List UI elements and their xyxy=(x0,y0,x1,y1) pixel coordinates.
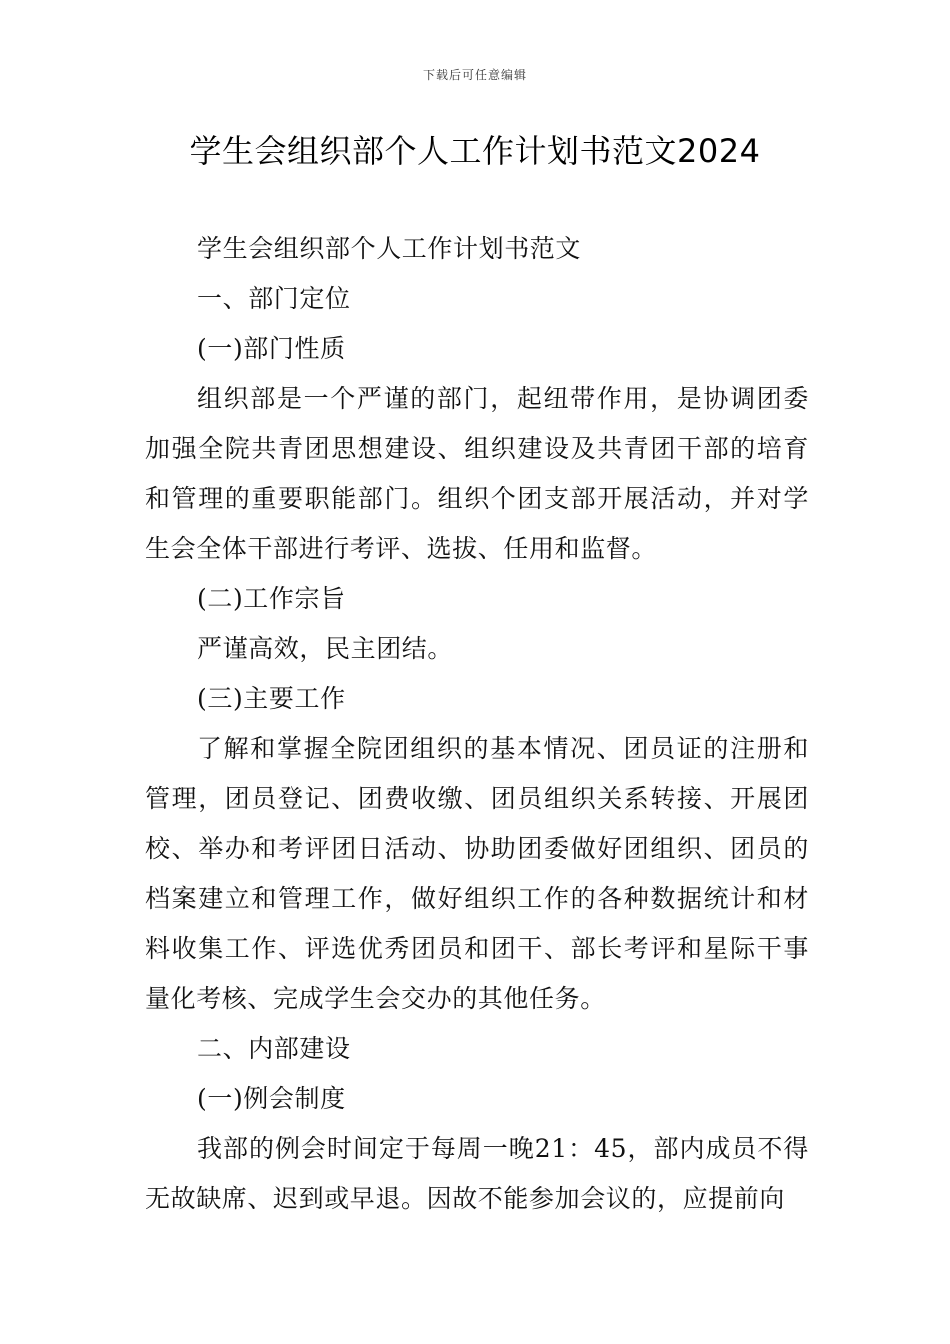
paragraph-meeting-system: 我部的例会时间定于每周一晚21：45，部内成员不得无故缺席、迟到或早退。因故不能参加会议的，应提前向 xyxy=(145,1134,809,1213)
paragraph-main-work: 了解和掌握全院团组织的基本情况、团员证的注册和管理，团员登记、团费收缴、团员组织关系转接、开展团校、举办和考评团日活动、协助团委做好团组织、团员的档案建立和管理工作，做好组织工作的各种数据统计和材料收集工作、评选优秀团员和团干、部长考评和星际干事量化考核、完成学生会交办的其他任务。 xyxy=(145,734,809,1013)
subheading-work-purpose: (二)工作宗旨 xyxy=(197,584,346,613)
header-note: 下载后可任意编辑 xyxy=(422,68,527,82)
subheading-meeting-system: (一)例会制度 xyxy=(197,1084,346,1113)
body-subtitle: 学生会组织部个人工作计划书范文 xyxy=(197,234,582,263)
subheading-main-work: (三)主要工作 xyxy=(197,684,346,713)
paragraph-department-nature: 组织部是一个严谨的部门，起纽带作用，是协调团委加强全院共青团思想建设、组织建设及共青团干部的培育和管理的重要职能部门。组织个团支部开展活动，并对学生会全体干部进行考评、选拔、任用和监督。 xyxy=(145,384,809,563)
section-heading-internal-construction: 二、内部建设 xyxy=(197,1034,351,1063)
section-heading-department-positioning: 一、部门定位 xyxy=(197,284,351,313)
document-body xyxy=(145,224,809,1224)
subheading-department-nature: (一)部门性质 xyxy=(197,334,346,363)
paragraph-work-purpose: 严谨高效，民主团结。 xyxy=(197,634,454,663)
document-title: 学生会组织部个人工作计划书范文2024 xyxy=(189,132,761,170)
